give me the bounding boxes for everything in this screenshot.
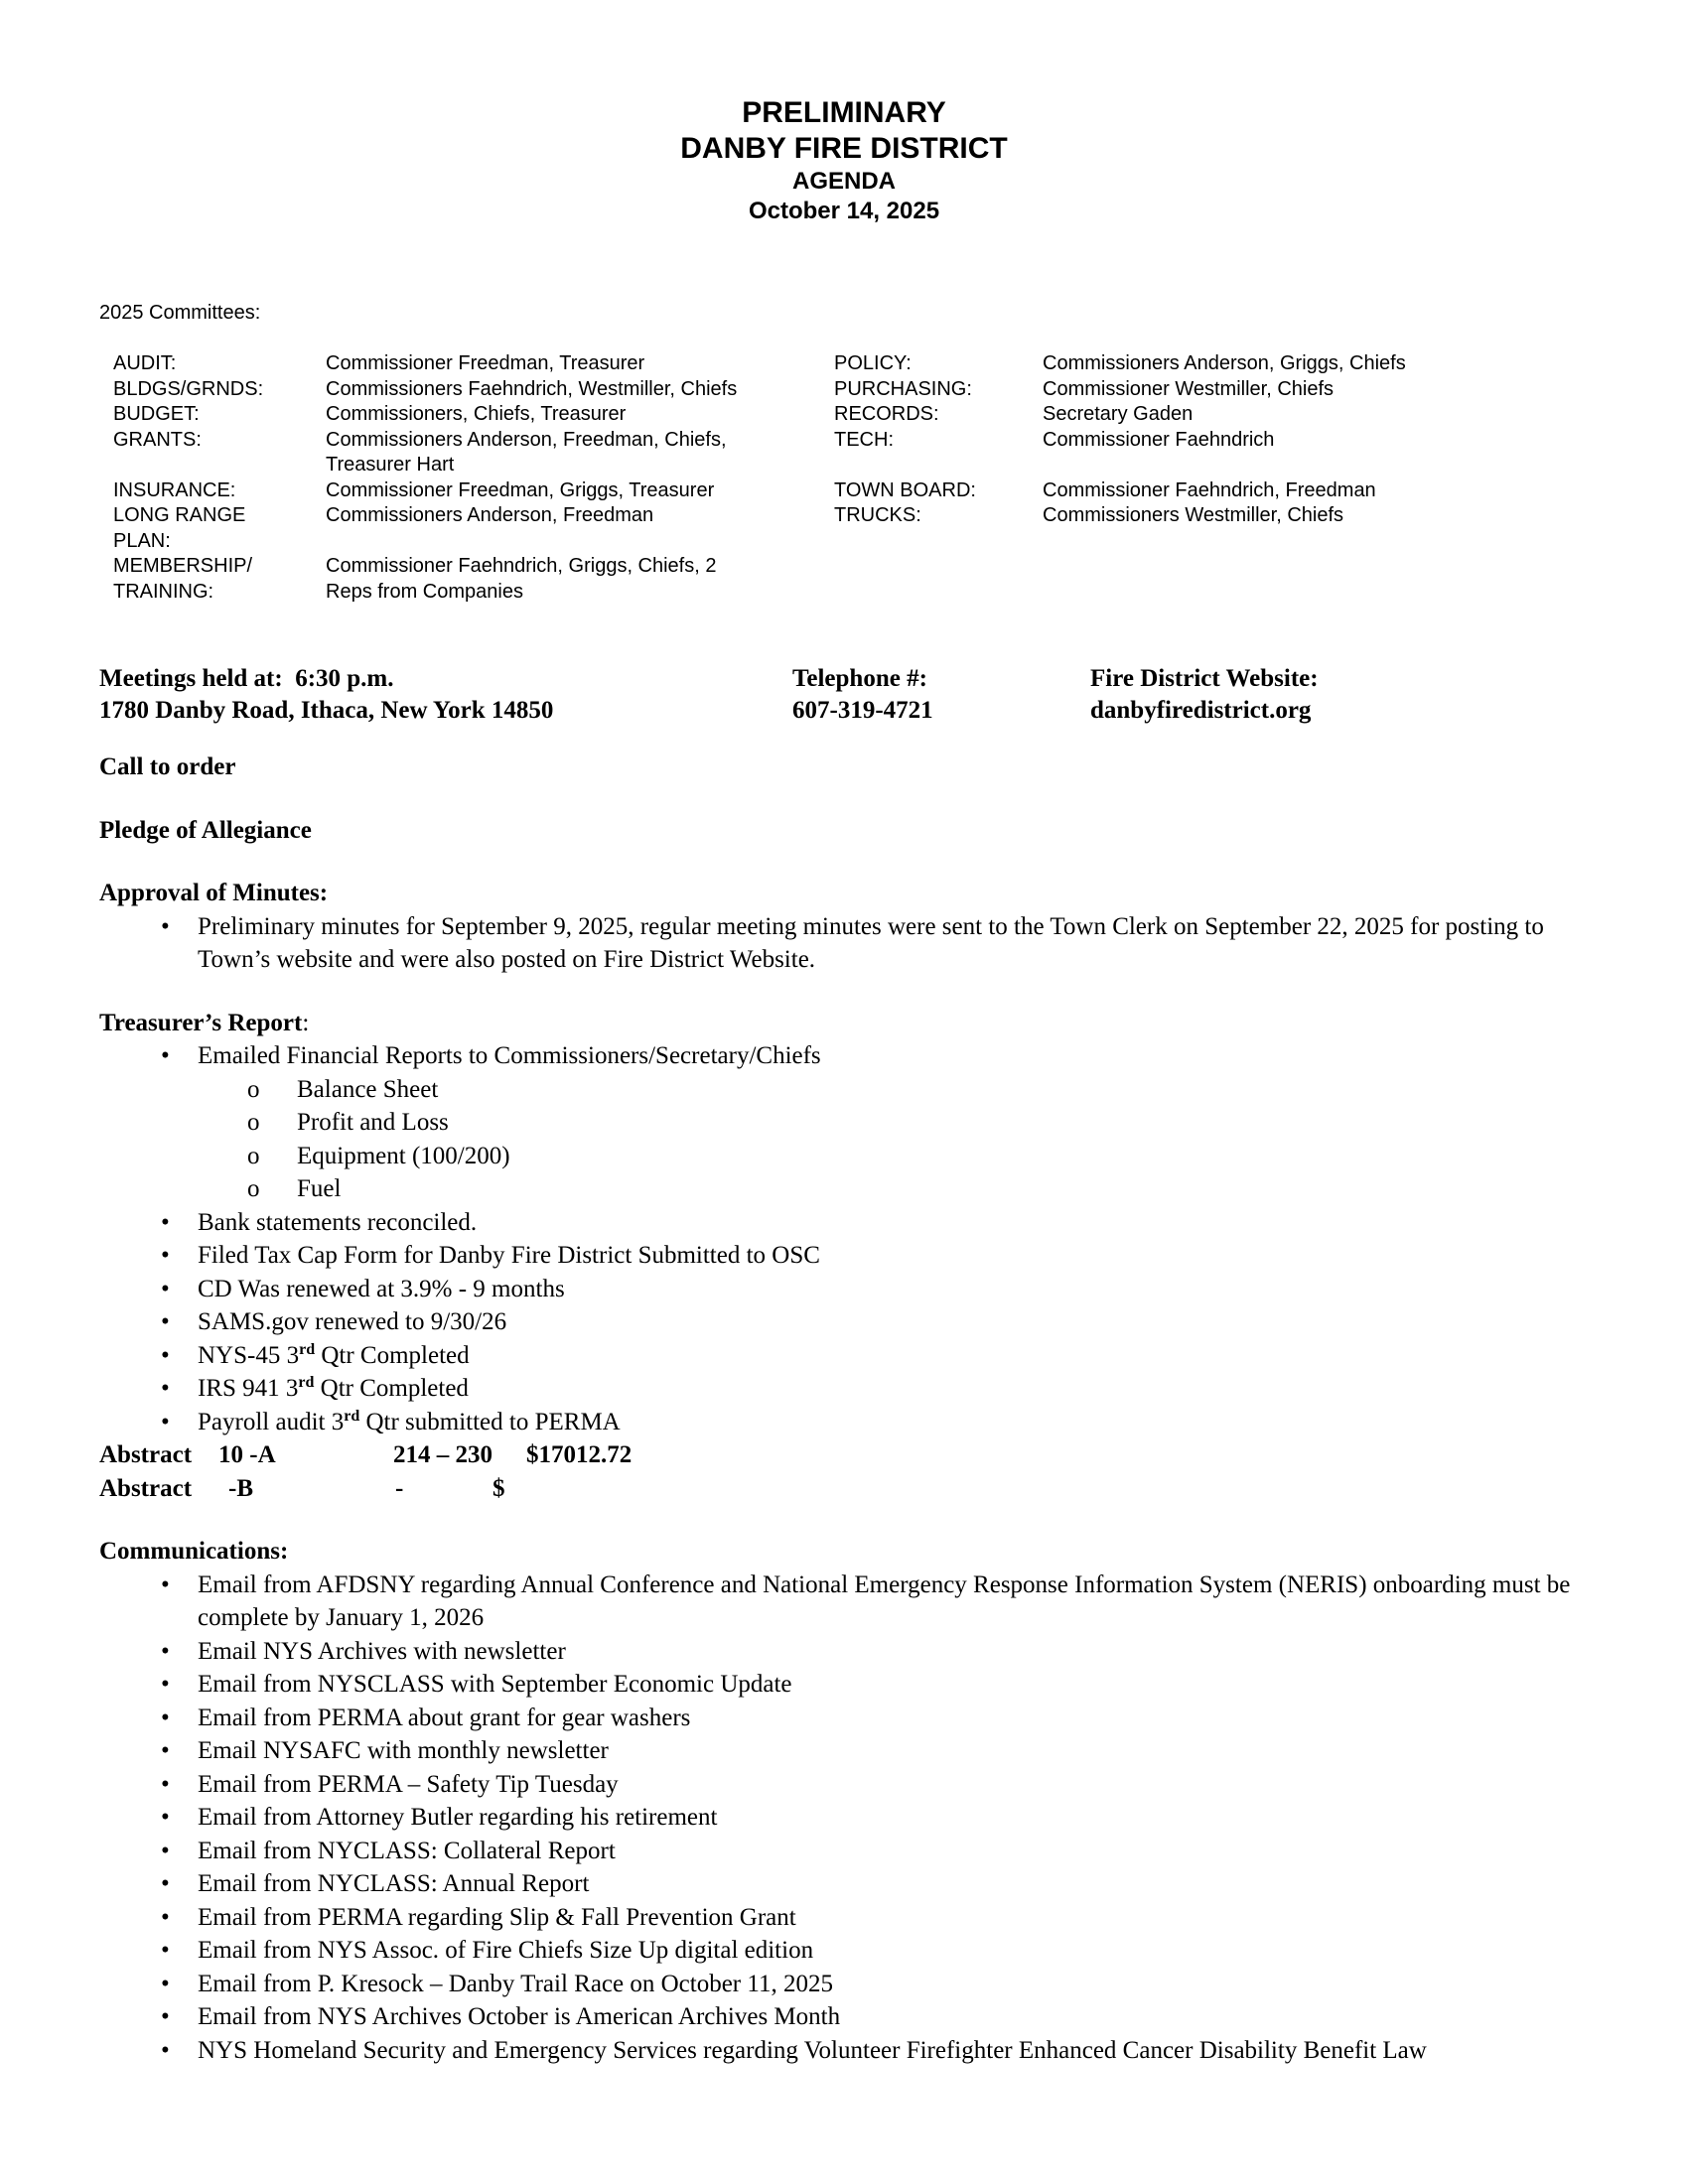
committee-row [834,503,1460,529]
circle-bullet-icon: o [247,1075,260,1103]
bullet-icon: • [161,1903,170,1931]
treasurer-title: Treasurer’s Report: [99,1009,310,1036]
bullet-icon: • [161,1837,170,1864]
list-item: • Email from PERMA about grant for gear washers [99,1702,1589,1735]
committee-name: PURCHASING: [834,377,972,400]
committee-name: INSURANCE: [113,478,236,501]
telephone-block [792,663,933,727]
committee-name: BLDGS/GRNDS: [113,377,264,400]
bullet-icon: • [161,1937,170,1964]
committee-name: RECORDS: [834,403,939,425]
list-item: • Email from NYS Assoc. of Fire Chiefs Size Up digital edition [99,1934,1589,1968]
committee-members: Commissioner Faehndrich, Freedman [1043,478,1376,501]
list-item: • Email from NYSCLASS with September Economic Update [99,1668,1589,1702]
communications-title: Communications: [99,1538,289,1565]
list-item: • Email NYS Archives with newsletter [99,1635,1589,1669]
committee-name: POLICY: [834,352,912,374]
bullet-icon: • [161,1275,170,1302]
bullet-icon: • [161,912,170,940]
list-item: • SAMS.gov renewed to 9/30/26 [99,1305,1589,1339]
bullet-icon: • [161,1242,170,1269]
telephone-label: Telephone #: [792,665,927,692]
website-label: Fire District Website: [1090,665,1319,692]
header-date: October 14, 2025 [748,198,940,224]
committees-label: 2025 Committees: [99,302,261,324]
committee-members: Commissioner Faehndrich [1043,428,1275,451]
committee-name: TECH: [834,428,894,451]
committee-row [834,377,1460,403]
bullet-icon: • [161,1570,170,1598]
committee-members: Commissioners Westmiller, Chiefs [1043,504,1344,526]
bullet-icon: • [161,2003,170,2030]
committee-row [113,478,812,504]
bullet-icon: • [161,1408,170,1435]
committee-row [113,503,812,554]
header-organization: DANBY FIRE DISTRICT [680,132,1008,165]
list-item: • Email from PERMA regarding Slip & Fall Prevention Grant [99,1901,1589,1935]
committee-members: Commissioner Freedman, Treasurer [326,352,645,374]
committees-right-column [834,351,1460,529]
header-preliminary: PRELIMINARY [742,96,946,129]
list-item: • Bank statements reconciled. [99,1206,1589,1240]
list-item: o Fuel [99,1172,1589,1206]
list-item: • Email from P. Kresock – Danby Trail Race on October 11, 2025 [99,1968,1589,2001]
list-item: • Preliminary minutes for September 9, 2025, regular meeting minutes were sent to the Town Clerk on September 22, 2025 for posting to Town’s website and were also posted on Fire District Website. [99,910,1589,977]
pledge-of-allegiance: Pledge of Allegiance [99,816,312,844]
meeting-location-block [99,663,553,727]
list-item: • Payroll audit 3rd Qtr submitted to PERMA [99,1406,1589,1439]
bullet-icon: • [161,1970,170,1997]
circle-bullet-icon: o [247,1142,260,1169]
bullet-icon: • [161,1804,170,1831]
committee-name: TRUCKS: [834,504,921,526]
bullet-icon: • [161,1308,170,1335]
committee-row [113,402,812,428]
committee-name: LONG RANGE PLAN: [113,504,246,552]
list-item: o Profit and Loss [99,1106,1589,1140]
list-item: • CD Was renewed at 3.9% - 9 months [99,1273,1589,1306]
committee-row [113,377,812,403]
list-item: • Email from Attorney Butler regarding his retirement [99,1801,1589,1835]
agenda-body [99,751,1589,2067]
committee-name: BUDGET: [113,403,200,425]
communications-list [99,1569,1589,2068]
committees-left-column [113,351,812,605]
committee-name: MEMBERSHIP/ TRAINING: [113,555,253,603]
committee-name: AUDIT: [113,352,177,374]
committee-name: TOWN BOARD: [834,478,976,501]
minutes-title: Approval of Minutes: [99,880,329,906]
list-item: • Email from PERMA – Safety Tip Tuesday [99,1768,1589,1802]
list-item: • Email from NYCLASS: Annual Report [99,1867,1589,1901]
list-item: • Email from NYCLASS: Collateral Report [99,1835,1589,1868]
bullet-icon: • [161,1375,170,1402]
meeting-time: Meetings held at: 6:30 p.m. [99,665,394,692]
circle-bullet-icon: o [247,1175,260,1202]
abstract-row: Abstract 10 -A 214 – 230 $17012.72 [99,1441,633,1468]
bullet-icon: • [161,1341,170,1369]
committee-row [834,478,1460,504]
committee-row [113,428,812,478]
list-item: • NYS Homeland Security and Emergency Services regarding Volunteer Firefighter Enhanced Cancer Disability Benefit Law [99,2034,1589,2068]
committee-members: Commissioner Westmiller, Chiefs [1043,377,1335,400]
committee-members: Commissioner Faehndrich, Griggs, Chiefs, 2 Reps from Companies [326,555,717,603]
committee-row [834,351,1460,377]
list-item: • Emailed Financial Reports to Commissioners/Secretary/Chiefs o Balance Sheet o Profit and Loss o Equipment (100/200) o Fuel [99,1039,1589,1206]
bullet-icon: • [161,1208,170,1236]
list-item: • IRS 941 3rd Qtr Completed [99,1372,1589,1406]
committee-row [113,554,812,605]
bullet-icon: • [161,1637,170,1665]
committee-row [834,402,1460,428]
circle-bullet-icon: o [247,1109,260,1136]
committee-members: Commissioners, Chiefs, Treasurer [326,403,627,425]
committee-members: Commissioners Anderson, Freedman, Chiefs, Treasurer Hart [326,428,727,476]
website-block [1090,663,1319,727]
bullet-icon: • [161,1737,170,1764]
committee-row [113,351,812,377]
committee-members: Commissioners Faehndrich, Westmiller, Chiefs [326,377,738,400]
bullet-icon: • [161,1704,170,1731]
website-url: danbyfiredistrict.org [1090,697,1312,724]
meeting-address: 1780 Danby Road, Ithaca, New York 14850 [99,697,554,724]
bullet-icon: • [161,2036,170,2064]
list-item: • Email from AFDSNY regarding Annual Conference and National Emergency Response Information System (NERIS) onboarding must be complete by January 1, 2026 [99,1569,1589,1635]
committee-row [834,428,1460,478]
bullet-icon: • [161,1770,170,1798]
committee-members: Commissioner Freedman, Griggs, Treasurer [326,478,715,501]
list-item: o Equipment (100/200) [99,1140,1589,1173]
list-item: o Balance Sheet [99,1073,1589,1107]
committee-members: Commissioners Anderson, Griggs, Chiefs [1043,352,1406,374]
committee-members: Secretary Gaden [1043,403,1194,425]
minutes-list [99,910,1589,977]
document-header [0,95,1688,226]
list-item: • NYS-45 3rd Qtr Completed [99,1339,1589,1373]
treasurer-list [99,1039,1589,1438]
financial-reports-sublist [99,1073,1589,1206]
list-item: • Filed Tax Cap Form for Danby Fire District Submitted to OSC [99,1239,1589,1273]
committee-members: Commissioners Anderson, Freedman [326,504,654,526]
bullet-icon: • [161,1042,170,1069]
list-item: • Email NYSAFC with monthly newsletter [99,1734,1589,1768]
call-to-order: Call to order [99,753,236,780]
header-agenda: AGENDA [791,168,896,195]
abstract-row: Abstract -B - $ [99,1474,505,1502]
telephone-number: 607-319-4721 [792,697,933,724]
bullet-icon: • [161,1671,170,1698]
committee-name: GRANTS: [113,428,202,451]
list-item: • Email from NYS Archives October is American Archives Month [99,2000,1589,2034]
bullet-icon: • [161,1870,170,1897]
